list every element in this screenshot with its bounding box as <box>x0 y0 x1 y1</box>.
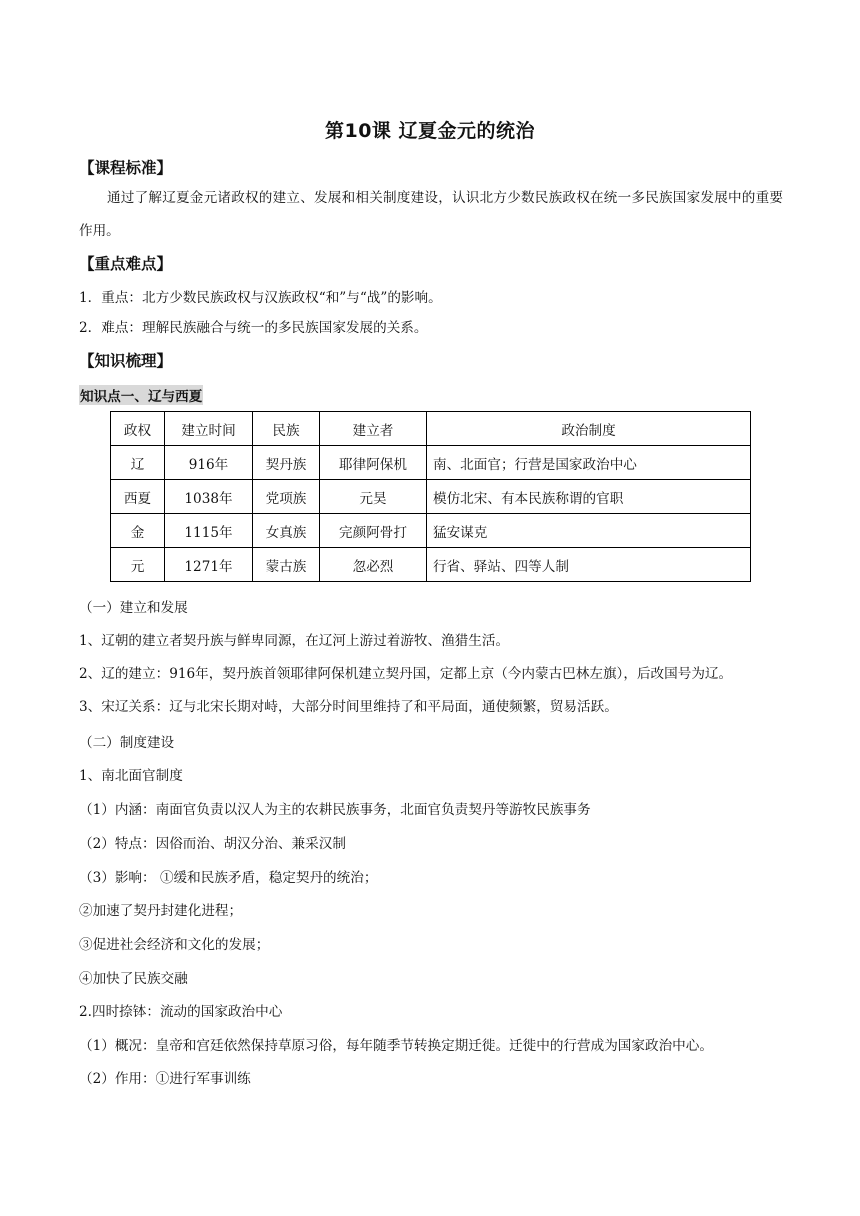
regimes-table <box>110 411 751 582</box>
key-point-1: 1．重点：北方少数民族政权与汉族政权“和”与“战”的影响。 <box>79 290 442 306</box>
table-cell: 金 <box>111 514 165 548</box>
table-cell: 契丹族 <box>253 446 320 480</box>
table-cell: 猛安谋克 <box>427 514 751 548</box>
table-header-cell: 民族 <box>253 412 320 446</box>
table-cell: 忽必烈 <box>320 548 427 582</box>
table-row <box>111 514 751 548</box>
table-cell: 蒙古族 <box>253 548 320 582</box>
course-standard-heading: 【课程标准】 <box>79 159 173 177</box>
key-point-2: 2．难点：理解民族融合与统一的多民族国家发展的关系。 <box>79 320 428 336</box>
key-points-heading: 【重点难点】 <box>79 255 173 273</box>
table-cell: 耶律阿保机 <box>320 446 427 480</box>
subsection-institutions: （二）制度建设 <box>79 735 175 751</box>
body-line: 2、辽的建立：916年，契丹族首领耶律阿保机建立契丹国，定都上京（今内蒙古巴林左旗），后改国号为辽。 <box>79 666 733 682</box>
table-cell: 女真族 <box>253 514 320 548</box>
table-cell: 元 <box>111 548 165 582</box>
table-cell: 行省、驿站、四等人制 <box>427 548 751 582</box>
topic-1-label: 知识点一、辽与西夏 <box>79 385 203 405</box>
body-line: 3、宋辽关系：辽与北宋长期对峙，大部分时间里维持了和平局面，通使频繁，贸易活跃。 <box>79 699 618 715</box>
table-cell: 1115年 <box>165 514 253 548</box>
body-line: ②加速了契丹封建化进程； <box>79 903 243 919</box>
table-row <box>111 548 751 582</box>
body-line: （1）内涵：南面官负责以汉人为主的农耕民族事务，北面官负责契丹等游牧民族事务 <box>79 802 591 818</box>
body-line: 1、辽朝的建立者契丹族与鲜卑同源，在辽河上游过着游牧、渔猎生活。 <box>79 633 510 649</box>
table-cell: 西夏 <box>111 480 165 514</box>
table-cell: 完颜阿骨打 <box>320 514 427 548</box>
table-cell: 916年 <box>165 446 253 480</box>
table-header-cell: 建立时间 <box>165 412 253 446</box>
body-line: （2）特点：因俗而治、胡汉分治、兼采汉制 <box>79 836 346 852</box>
table-cell: 党项族 <box>253 480 320 514</box>
table-header-row <box>111 412 751 446</box>
body-line: （3）影响： ①缓和民族矛盾，稳定契丹的统治； <box>79 870 378 886</box>
lesson-title: 第10课 辽夏金元的统治 <box>324 120 536 142</box>
table-header-cell: 政权 <box>111 412 165 446</box>
table-row <box>111 480 751 514</box>
table-header-cell: 政治制度 <box>427 412 751 446</box>
subsection-establishment: （一）建立和发展 <box>79 600 188 616</box>
knowledge-heading: 【知识梳理】 <box>79 352 173 370</box>
body-line: （2）作用：①进行军事训练 <box>79 1071 251 1087</box>
table-row <box>111 446 751 480</box>
table-cell: 模仿北宋、有本民族称谓的官职 <box>427 480 751 514</box>
body-line: ④加快了民族交融 <box>79 971 188 987</box>
table-cell: 1271年 <box>165 548 253 582</box>
body-line: 1、南北面官制度 <box>79 768 183 784</box>
table-cell: 元昊 <box>320 480 427 514</box>
body-line: ③促进社会经济和文化的发展； <box>79 937 270 953</box>
table-cell: 南、北面官；行营是国家政治中心 <box>427 446 751 480</box>
table-cell: 1038年 <box>165 480 253 514</box>
body-line: 2.四时捺钵：流动的国家政治中心 <box>79 1004 283 1020</box>
body-line: （1）概况：皇帝和宫廷依然保持草原习俗，每年随季节转换定期迁徙。迁徙中的行营成为国家政治中心。 <box>79 1038 713 1054</box>
table-header-cell: 建立者 <box>320 412 427 446</box>
table-cell: 辽 <box>111 446 165 480</box>
course-standard-text: 通过了解辽夏金元诸政权的建立、发展和相关制度建设，认识北方少数民族政权在统一多民族国家发展中的重要作用。 <box>79 190 783 239</box>
